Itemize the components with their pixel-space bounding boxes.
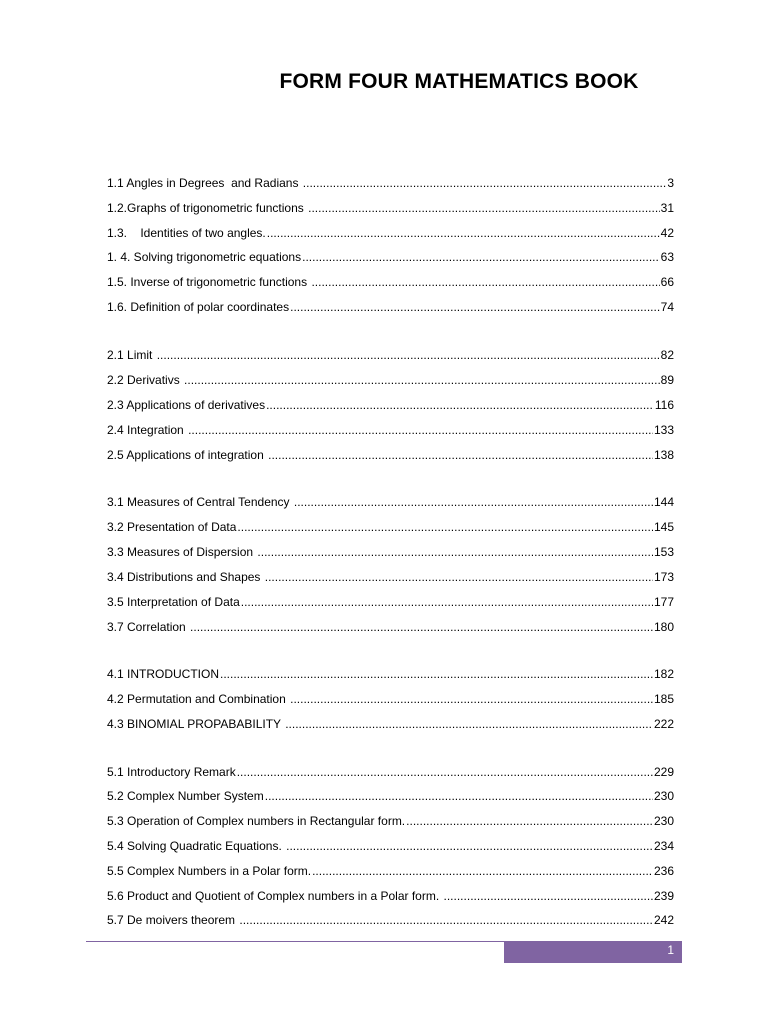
toc-entry-page: 144 [653, 495, 674, 509]
toc-leader [290, 690, 653, 708]
toc-entry[interactable] [107, 371, 674, 389]
toc-entry[interactable] [107, 346, 674, 364]
toc-leader [308, 199, 660, 217]
toc-leader [302, 248, 660, 266]
toc-entry-page: 236 [653, 864, 674, 878]
toc-entry-page: 230 [653, 789, 674, 803]
toc-entry-label: 4.2 Permutation and Combination [107, 692, 290, 706]
toc-leader [311, 273, 659, 291]
toc-entry-label: 2.4 Integration [107, 423, 188, 437]
toc-leader [444, 887, 653, 905]
footer-page-box [504, 941, 682, 963]
toc-entry-label: 2.5 Applications of integration [107, 448, 268, 462]
toc-entry-label: 1. 4. Solving trigonometric equations [107, 250, 302, 264]
toc-leader [239, 911, 653, 929]
toc-entry-label: 1.2.Graphs of trigonometric functions [107, 201, 308, 215]
toc-entry-page: 31 [660, 201, 674, 215]
toc-leader [184, 371, 660, 389]
toc-entry[interactable] [107, 887, 674, 905]
toc-leader [266, 396, 654, 414]
toc-entry[interactable] [107, 543, 674, 561]
toc-entry-page: 63 [660, 250, 674, 264]
toc-entry[interactable] [107, 862, 674, 880]
toc-entry-page: 239 [653, 889, 674, 903]
toc-entry[interactable] [107, 593, 674, 611]
toc-entry-label: 3.5 Interpretation of Data [107, 595, 240, 609]
toc-entry[interactable] [107, 248, 674, 266]
toc-entry[interactable] [107, 812, 674, 830]
toc-leader [303, 174, 667, 192]
toc-entry-page: 153 [653, 545, 674, 559]
toc-entry[interactable] [107, 787, 674, 805]
toc-entry-page: 177 [653, 595, 674, 609]
toc-entry-label: 1.6. Definition of polar coordinates [107, 300, 290, 314]
toc-entry-page: 89 [660, 373, 674, 387]
toc-entry-page: 138 [653, 448, 674, 462]
toc-entry[interactable] [107, 493, 674, 511]
toc-entry-label: 2.2 Derivativs [107, 373, 184, 387]
toc-leader [241, 593, 653, 611]
toc-leader [157, 346, 660, 364]
toc-entry[interactable] [107, 174, 674, 192]
toc-entry-page: 229 [653, 765, 674, 779]
toc-leader [267, 224, 660, 242]
toc-leader [190, 618, 653, 636]
toc-entry[interactable] [107, 273, 674, 291]
toc-entry-page: 185 [653, 692, 674, 706]
toc-entry-page: 82 [660, 348, 674, 362]
toc-entry-label: 5.4 Solving Quadratic Equations. [107, 839, 286, 853]
toc-entry-page: 242 [653, 913, 674, 927]
toc-leader [290, 298, 660, 316]
toc-leader [285, 715, 653, 733]
toc-leader [312, 862, 653, 880]
toc-entry-label: 3.2 Presentation of Data [107, 520, 237, 534]
page-title: FORM FOUR MATHEMATICS BOOK [279, 70, 639, 93]
toc-entry-page: 230 [653, 814, 674, 828]
toc-entry-label: 5.1 Introductory Remark [107, 765, 236, 779]
toc-entry[interactable] [107, 690, 674, 708]
toc-entry-label: 5.7 De moivers theorem [107, 913, 239, 927]
toc-entry-page: 234 [653, 839, 674, 853]
toc-entry-label: 3.3 Measures of Dispersion [107, 545, 257, 559]
toc-entry-label: 4.1 INTRODUCTION [107, 667, 220, 681]
toc-entry-label: 3.1 Measures of Central Tendency [107, 495, 293, 509]
toc-leader [220, 665, 653, 683]
toc-entry[interactable] [107, 618, 674, 636]
toc-leader [406, 812, 653, 830]
toc-entry[interactable] [107, 446, 674, 464]
toc-entry-label: 3.4 Distributions and Shapes [107, 570, 264, 584]
toc-entry-label: 5.6 Product and Quotient of Complex numbers in a Polar form. [107, 889, 443, 903]
toc-entry-label: 2.1 Limit [107, 348, 156, 362]
toc-entry-page: 42 [660, 226, 674, 240]
toc-entry[interactable] [107, 837, 674, 855]
toc-entry-label: 5.5 Complex Numbers in a Polar form. [107, 864, 312, 878]
toc-entry[interactable] [107, 224, 674, 242]
toc-entry-label: 5.3 Operation of Complex numbers in Rectangular form. [107, 814, 406, 828]
toc-leader [237, 518, 653, 536]
toc-leader [265, 568, 653, 586]
toc-leader [257, 543, 653, 561]
toc-entry-label: 1.3. Identities of two angles. [107, 226, 266, 240]
toc-leader [237, 763, 653, 781]
toc-entry[interactable] [107, 665, 674, 683]
toc-entry-page: 66 [660, 275, 674, 289]
toc-entry-label: 3.7 Correlation [107, 620, 190, 634]
toc-entry-label: 1.5. Inverse of trigonometric functions [107, 275, 311, 289]
toc-entry[interactable] [107, 763, 674, 781]
toc-entry-page: 133 [653, 423, 674, 437]
toc-entry[interactable] [107, 396, 674, 414]
toc-entry-page: 173 [653, 570, 674, 584]
toc-entry[interactable] [107, 911, 674, 929]
toc-entry-label: 4.3 BINOMIAL PROPABABILITY [107, 717, 285, 731]
toc-entry-page: 182 [653, 667, 674, 681]
page-number: 1 [667, 943, 674, 957]
toc-entry[interactable] [107, 715, 674, 733]
toc-entry-page: 180 [653, 620, 674, 634]
toc-leader [265, 787, 653, 805]
toc-entry-page: 145 [653, 520, 674, 534]
toc-entry[interactable] [107, 199, 674, 217]
toc-entry-label: 1.1 Angles in Degrees and Radians [107, 176, 302, 190]
toc-entry-page: 74 [660, 300, 674, 314]
toc-entry[interactable] [107, 568, 674, 586]
toc-leader [294, 493, 653, 511]
toc-leader [268, 446, 653, 464]
toc-entry-label: 2.3 Applications of derivatives [107, 398, 266, 412]
toc-entry-page: 3 [667, 176, 674, 190]
toc-entry[interactable] [107, 298, 674, 316]
toc-leader [188, 421, 653, 439]
toc-entry[interactable] [107, 421, 674, 439]
toc-entry[interactable] [107, 518, 674, 536]
toc-entry-label: 5.2 Complex Number System [107, 789, 264, 803]
toc-leader [286, 837, 653, 855]
toc-entry-page: 116 [654, 398, 674, 412]
toc-entry-page: 222 [653, 717, 674, 731]
